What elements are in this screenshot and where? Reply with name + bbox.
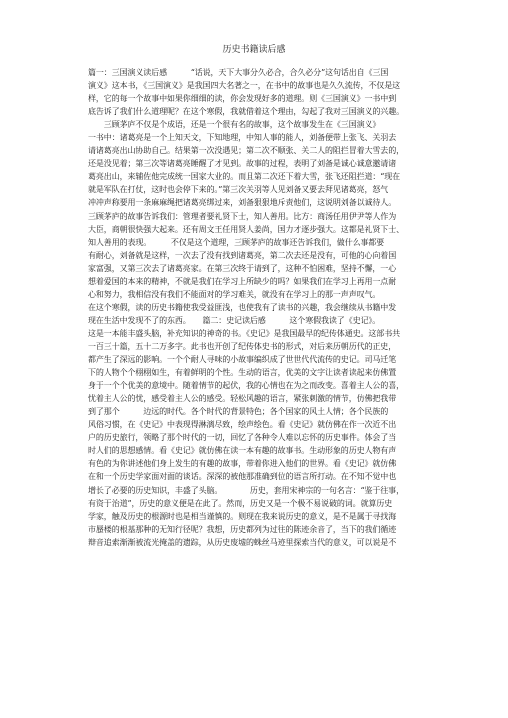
text-line: 增长了必要的历史知识，丰盛了头脑。 历史，套用宋神宗的一句名言：“鉴于往事， bbox=[88, 485, 404, 495]
text-line: 有资于治道”，历史的意义便是在此了。然而，历史又是一个极不易说破的词。就算历史 bbox=[88, 498, 393, 508]
text-line: 心和努力，我相信没有我们不能面对的学习难关，就没有在学习上的那一声声叹气。 bbox=[88, 289, 381, 299]
text-line: 大臣，商朝很快强大起来。还有周文王任用贤人姜尚，国力才逐步强大。这都是礼贤下士、 bbox=[88, 224, 404, 234]
text-line: 家富强，又第三次去了诸葛亮家。在第三次终于请到了，这种不怕困难，坚持不懈，一心 bbox=[88, 263, 397, 273]
text-line: 请诸葛亮出山协助自己。结果第一次没遇见；第二次不顺张、关二人的阻拦冒着大雪去的， bbox=[88, 146, 404, 156]
text-line: 样，它的每一个故事中如果你细细的读，你会发现好多的道理。则《三国演义》一书中到 bbox=[88, 94, 397, 104]
text-line: 冲冲声称要用一条麻麻绳把诸葛亮绑过来，刘备狠狠地斥责他们，这说明刘备以诚待人。 bbox=[88, 198, 397, 208]
text-line: 到了那个 边远的时代。各个时代的背景特色；各个国家的风土人情；各个民族的 bbox=[88, 407, 389, 417]
text-line: 有色的为你讲述他们身上发生的有趣的故事，带着你进入他们的世界。看《史记》就仿佛 bbox=[88, 459, 397, 469]
text-line: 辩音追索渐渐被流光掩盖的遗踪，从历史废墟的蛛丝马迹里探索当代的意义，可以说是不 bbox=[88, 537, 397, 547]
text-line: 市蜃楼的根基那种的无知行径呢？我想，历史都列为过往的陈迹余音了，当下的我们循迹 bbox=[88, 524, 397, 534]
text-line: 时人们的思想感情。看《史记》就仿佛在读一本有趣的故事书。生动形象的历史人物有声 bbox=[88, 446, 397, 456]
text-line: 都产生了深远的影响。一个个耐人寻味的小故事编织成了世世代代流传的史记。司马迁笔 bbox=[88, 355, 397, 365]
text-line: 现在生活中发现不了的东西。 篇二：史记读后感 这个寒假我读了《史记》。 bbox=[88, 315, 381, 325]
text-line: 风俗习惯，在《史记》中表现得淋漓尽致，绘声绘色。看《史记》就仿佛在作一次近不出 bbox=[88, 420, 397, 430]
text-line: 下的人物个个栩栩如生，有着鲜明的个性。生动的语言，优美的文字让读者读起来仿佛置 bbox=[88, 368, 397, 378]
text-line: 有耐心，刘备就是这样，一次去了没有找到诸葛亮，第二次去还是没有，可他的心向着国 bbox=[88, 250, 397, 260]
text-line: 学家，触及历史的根源时也是相当谨慎的。则现在我来说历史的意义，是不是属于寻找海 bbox=[88, 511, 397, 521]
text-line: 忧着主人公的忧，感受着主人公的感受。轻松风趣的语言，紧张刺激的情节，仿佛把我带 bbox=[88, 394, 397, 404]
text-line: 还是没见着；第三次等诸葛亮睡醒了才见到。故事的过程，表明了刘备是诚心诚意邀请诸 bbox=[88, 159, 397, 169]
text-line: 底告诉了我们什么道理呢？在这个寒假，我就借着这个理由，勾起了我对三国演义的兴趣。 bbox=[88, 107, 404, 117]
text-line: 想着爱国的本来的精神，不就是我们在学习上所缺少的吗？如果我们在学习上再用一点耐 bbox=[88, 276, 397, 286]
text-line: 在这个寒假，读的历史书籍使我受益匪浅，也使我有了读书的兴趣，我会继续从书籍中发 bbox=[88, 302, 397, 312]
text-line: 这是一本能丰盛头脑，补充知识的神奇的书。《史记》是我国最早的纪传体通史。这部书共 bbox=[88, 328, 400, 338]
page-title: 历史书籍读后感 bbox=[222, 45, 286, 55]
document-body bbox=[88, 66, 426, 549]
text-line: 一书中：诸葛亮是一个上知天文，下知地理，中知人事的能人，刘备便带上张飞、关羽去 bbox=[88, 133, 397, 143]
text-line: 户的历史旅行，领略了那个时代的一切，回忆了各种令人难以忘怀的历史事件。体会了当 bbox=[88, 433, 397, 443]
text-line: 篇一：三国演义读后感 “话说，天下大事分久必合，合久必分”这句话出自《三国 bbox=[88, 68, 389, 77]
text-line: 一百三十篇，五十二万多字。此书也开创了纪传体史书的形式，对后来历朝历代的正史， bbox=[88, 341, 397, 351]
text-line: 身于一个个优美的意境中。随着情节的起伏，我的心情也在为之而改变。喜着主人公的喜， bbox=[88, 381, 404, 391]
text-line: 知人善用的表现。 不仅是这个道理，三顾茅庐的故事还告诉我们，做什么事都要 bbox=[88, 237, 385, 247]
text-line: 就是军队在打仗，这时也会停下来的。”第三次关羽等人见刘备又要去拜见诸葛亮，怒气 bbox=[88, 185, 389, 195]
text-line: 葛亮出山，来辅佐他完成统一国家大业的。而且第二次还下着大雪，张飞还阻拦道：“现在 bbox=[88, 172, 401, 182]
text-line: 演义》这本书，《三国演义》是我国四大名著之一，在书中的故事也是久久流传，不仅是这 bbox=[88, 81, 400, 91]
text-line: 三顾茅庐的故事告诉我们：管理者要礼贤下士，知人善用。比方：商汤任用伊尹等人作为 bbox=[88, 211, 397, 221]
text-line: 三顾茅庐不仅是个成语，还是一个很有名的故事，这个故事发生在《三国演义》 bbox=[88, 120, 381, 130]
text-line: 在和一个历史学家面对面的谈话。深深的被他那准确到位的语言所打动。在不知不觉中也 bbox=[88, 472, 397, 482]
